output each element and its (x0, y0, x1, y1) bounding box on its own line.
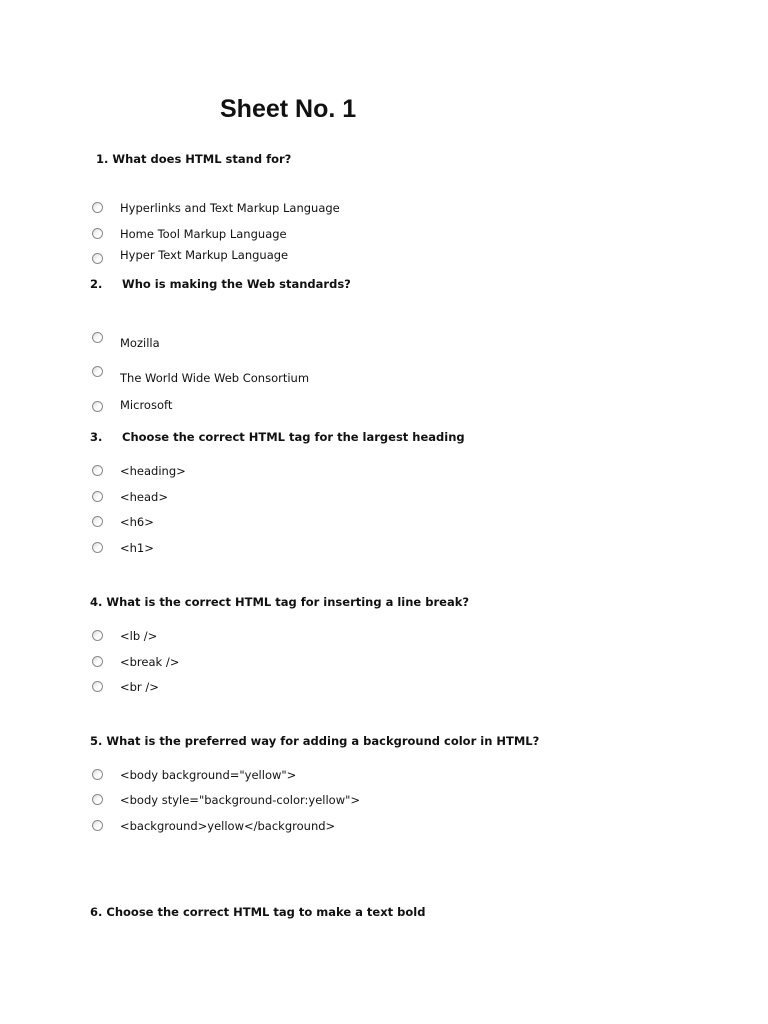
option-label: <break /> (120, 655, 180, 669)
option-label: Microsoft (120, 398, 173, 412)
question-2-number: 2. (90, 277, 103, 291)
radio-button[interactable] (92, 401, 103, 412)
question-4-number: 4. (90, 595, 103, 609)
question-6-number: 6. (90, 905, 103, 919)
question-5-option-3[interactable] (90, 820, 590, 836)
radio-button[interactable] (92, 820, 103, 831)
radio-button[interactable] (92, 332, 103, 343)
option-label: Mozilla (120, 336, 160, 350)
radio-button[interactable] (92, 681, 103, 692)
radio-button[interactable] (92, 253, 103, 264)
question-5-option-1[interactable] (90, 769, 590, 785)
radio-button[interactable] (92, 202, 103, 213)
radio-button[interactable] (92, 366, 103, 377)
option-label: <body background="yellow"> (120, 768, 297, 782)
option-label: <body style="background-color:yellow"> (120, 793, 361, 807)
question-3-option-3[interactable] (90, 516, 590, 532)
question-1-number: 1. (96, 152, 109, 166)
question-4-option-1[interactable] (90, 630, 590, 646)
question-3-option-1[interactable] (90, 465, 590, 481)
option-label: <h6> (120, 515, 154, 529)
option-label: <br /> (120, 680, 159, 694)
radio-button[interactable] (92, 465, 103, 476)
option-label: <head> (120, 490, 168, 504)
question-3-option-2[interactable] (90, 491, 590, 507)
option-label: Home Tool Markup Language (120, 227, 287, 241)
question-1-option-2[interactable] (90, 228, 590, 244)
question-1-option-3[interactable] (90, 249, 590, 265)
radio-button[interactable] (92, 516, 103, 527)
option-label: Hyper Text Markup Language (120, 248, 289, 262)
question-3-text: Choose the correct HTML tag for the largest heading (122, 430, 465, 444)
option-label: <h1> (120, 541, 154, 555)
option-label: Hyperlinks and Text Markup Language (120, 201, 340, 215)
question-5-text: What is the preferred way for adding a background color in HTML? (106, 734, 540, 748)
page-title: Sheet No. 1 (220, 95, 357, 123)
question-5 (90, 734, 539, 748)
question-2-option-3[interactable] (90, 399, 590, 415)
question-4 (90, 595, 469, 609)
option-label: <background>yellow</background> (120, 819, 336, 833)
radio-button[interactable] (92, 228, 103, 239)
question-4-option-2[interactable] (90, 656, 590, 672)
option-label: <lb /> (120, 629, 158, 643)
question-2-option-2[interactable] (90, 366, 590, 385)
question-1 (96, 152, 291, 166)
radio-button[interactable] (92, 656, 103, 667)
question-2-option-1[interactable] (90, 332, 590, 348)
question-3-option-4[interactable] (90, 542, 590, 558)
question-2 (90, 277, 351, 291)
radio-button[interactable] (92, 794, 103, 805)
question-5-option-2[interactable] (90, 794, 590, 810)
question-5-number: 5. (90, 734, 103, 748)
question-6 (90, 905, 425, 919)
question-1-option-1[interactable] (90, 202, 590, 218)
question-4-text: What is the correct HTML tag for inserting a line break? (106, 595, 470, 609)
question-4-option-3[interactable] (90, 681, 590, 697)
radio-button[interactable] (92, 630, 103, 641)
question-3-number: 3. (90, 430, 103, 444)
question-1-text: What does HTML stand for? (112, 152, 292, 166)
option-label: <heading> (120, 464, 186, 478)
radio-button[interactable] (92, 491, 103, 502)
question-3 (90, 430, 465, 444)
question-2-text: Who is making the Web standards? (122, 277, 351, 291)
radio-button[interactable] (92, 542, 103, 553)
option-label: The World Wide Web Consortium (120, 371, 310, 385)
radio-button[interactable] (92, 769, 103, 780)
question-6-text: Choose the correct HTML tag to make a text bold (106, 905, 426, 919)
